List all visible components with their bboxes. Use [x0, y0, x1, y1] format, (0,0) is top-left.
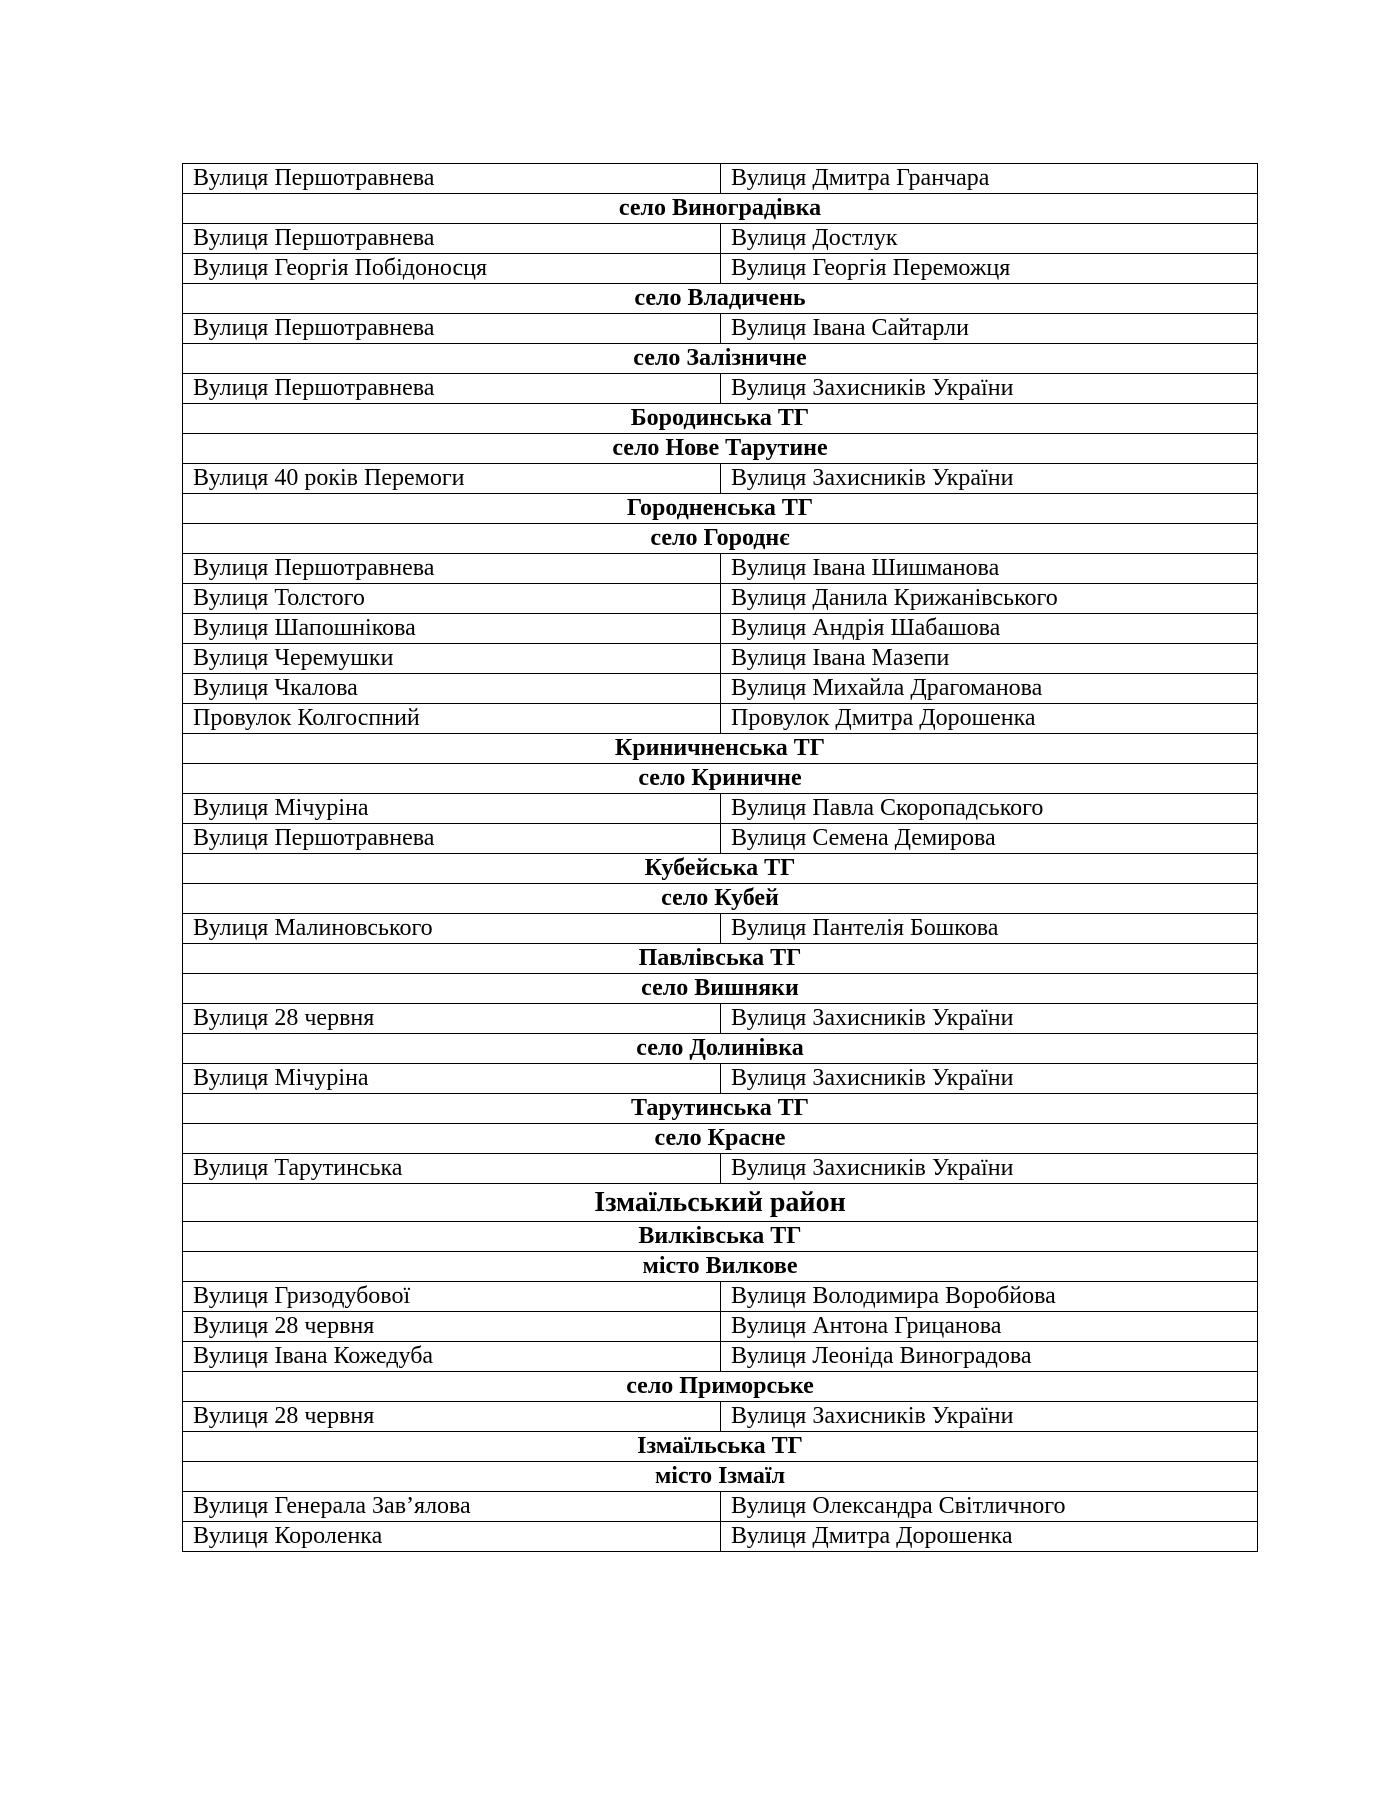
- table-row: [183, 614, 1258, 644]
- old-street-name: Вулиця Мічуріна: [183, 1064, 721, 1094]
- new-street-name: Вулиця Георгія Переможця: [721, 254, 1258, 284]
- old-street-name: Вулиця Першотравнева: [183, 224, 721, 254]
- section-heading: село Городнє: [183, 524, 1258, 554]
- section-heading: Тарутинська ТГ: [183, 1094, 1258, 1124]
- table-row: [183, 314, 1258, 344]
- old-street-name: Вулиця Мічуріна: [183, 794, 721, 824]
- section-heading: Павлівська ТГ: [183, 944, 1258, 974]
- table-row: [183, 644, 1258, 674]
- section-heading: Ізмаїльська ТГ: [183, 1432, 1258, 1462]
- new-street-name: Вулиця Андрія Шабашова: [721, 614, 1258, 644]
- section-heading: село Приморське: [183, 1372, 1258, 1402]
- new-street-name: Вулиця Володимира Воробйова: [721, 1282, 1258, 1312]
- table-row: [183, 584, 1258, 614]
- table-body: [183, 164, 1258, 1552]
- section-heading: село Криничне: [183, 764, 1258, 794]
- section-heading: Вилківська ТГ: [183, 1222, 1258, 1252]
- section-heading-row: [183, 1094, 1258, 1124]
- table-row: [183, 1312, 1258, 1342]
- section-heading-row: [183, 854, 1258, 884]
- new-street-name: Вулиця Семена Демирова: [721, 824, 1258, 854]
- new-street-name: Вулиця Павла Скоропадського: [721, 794, 1258, 824]
- section-heading: село Кубей: [183, 884, 1258, 914]
- old-street-name: Вулиця 28 червня: [183, 1402, 721, 1432]
- new-street-name: Вулиця Олександра Світличного: [721, 1492, 1258, 1522]
- section-heading: місто Ізмаїл: [183, 1462, 1258, 1492]
- section-heading-row: [183, 194, 1258, 224]
- section-heading-row: [183, 764, 1258, 794]
- new-street-name: Вулиця Достлук: [721, 224, 1258, 254]
- table-row: [183, 1282, 1258, 1312]
- new-street-name: Вулиця Антона Грицанова: [721, 1312, 1258, 1342]
- table-row: [183, 374, 1258, 404]
- section-heading: Кубейська ТГ: [183, 854, 1258, 884]
- new-street-name: Вулиця Леоніда Виноградова: [721, 1342, 1258, 1372]
- old-street-name: Вулиця Чкалова: [183, 674, 721, 704]
- table-row: [183, 704, 1258, 734]
- old-street-name: Вулиця Гризодубової: [183, 1282, 721, 1312]
- section-heading: село Красне: [183, 1124, 1258, 1154]
- table-row: [183, 1402, 1258, 1432]
- old-street-name: Вулиця Короленка: [183, 1522, 721, 1552]
- new-street-name: Вулиця Захисників України: [721, 464, 1258, 494]
- section-heading-row: [183, 524, 1258, 554]
- table-row: [183, 1064, 1258, 1094]
- table-row: [183, 464, 1258, 494]
- new-street-name: Вулиця Пантелія Бошкова: [721, 914, 1258, 944]
- new-street-name: Вулиця Захисників України: [721, 1154, 1258, 1184]
- street-renaming-table: [182, 163, 1258, 1552]
- section-heading-row: [183, 344, 1258, 374]
- section-heading: село Виноградівка: [183, 194, 1258, 224]
- new-street-name: Вулиця Івана Мазепи: [721, 644, 1258, 674]
- section-heading-row: [183, 1222, 1258, 1252]
- old-street-name: Вулиця Черемушки: [183, 644, 721, 674]
- old-street-name: Вулиця 28 червня: [183, 1004, 721, 1034]
- new-street-name: Вулиця Михайла Драгоманова: [721, 674, 1258, 704]
- new-street-name: Вулиця Захисників України: [721, 1402, 1258, 1432]
- table-row: [183, 1522, 1258, 1552]
- new-street-name: Вулиця Захисників України: [721, 374, 1258, 404]
- old-street-name: Вулиця Першотравнева: [183, 824, 721, 854]
- new-street-name: Вулиця Захисників України: [721, 1064, 1258, 1094]
- section-heading-row: [183, 1432, 1258, 1462]
- old-street-name: Вулиця Тарутинська: [183, 1154, 721, 1184]
- new-street-name: Вулиця Захисників України: [721, 1004, 1258, 1034]
- section-heading-row: [183, 1462, 1258, 1492]
- old-street-name: Вулиця 40 років Перемоги: [183, 464, 721, 494]
- section-heading-row: [183, 1034, 1258, 1064]
- section-heading-row: [183, 884, 1258, 914]
- table-row: [183, 1492, 1258, 1522]
- section-heading: село Залізничне: [183, 344, 1258, 374]
- old-street-name: Вулиця Генерала Зав’ялова: [183, 1492, 721, 1522]
- section-heading: Бородинська ТГ: [183, 404, 1258, 434]
- section-heading-row: [183, 734, 1258, 764]
- section-heading: село Нове Тарутине: [183, 434, 1258, 464]
- section-heading-row: [183, 1124, 1258, 1154]
- old-street-name: Вулиця Івана Кожедуба: [183, 1342, 721, 1372]
- table-row: [183, 164, 1258, 194]
- table-row: [183, 224, 1258, 254]
- section-heading-row: [183, 434, 1258, 464]
- table-row: [183, 1004, 1258, 1034]
- section-heading-row: [183, 284, 1258, 314]
- section-heading: село Владичень: [183, 284, 1258, 314]
- section-heading-row: [183, 944, 1258, 974]
- section-heading: село Долинівка: [183, 1034, 1258, 1064]
- old-street-name: Вулиця 28 червня: [183, 1312, 721, 1342]
- new-street-name: Вулиця Івана Сайтарли: [721, 314, 1258, 344]
- section-heading: село Вишняки: [183, 974, 1258, 1004]
- section-heading-row: [183, 1372, 1258, 1402]
- old-street-name: Вулиця Першотравнева: [183, 164, 721, 194]
- old-street-name: Вулиця Малиновського: [183, 914, 721, 944]
- old-street-name: Вулиця Першотравнева: [183, 374, 721, 404]
- new-street-name: Провулок Дмитра Дорошенка: [721, 704, 1258, 734]
- old-street-name: Вулиця Толстого: [183, 584, 721, 614]
- section-heading-row: [183, 404, 1258, 434]
- section-heading: місто Вилкове: [183, 1252, 1258, 1282]
- section-heading: Криничненська ТГ: [183, 734, 1258, 764]
- district-heading-row: [183, 1184, 1258, 1222]
- table-row: [183, 554, 1258, 584]
- table-row: [183, 254, 1258, 284]
- table-row: [183, 674, 1258, 704]
- table-row: [183, 1154, 1258, 1184]
- table-row: [183, 1342, 1258, 1372]
- section-heading-row: [183, 1252, 1258, 1282]
- new-street-name: Вулиця Дмитра Гранчара: [721, 164, 1258, 194]
- old-street-name: Вулиця Першотравнева: [183, 314, 721, 344]
- section-heading-row: [183, 494, 1258, 524]
- old-street-name: Вулиця Шапошнікова: [183, 614, 721, 644]
- district-heading: Ізмаїльський район: [183, 1184, 1258, 1222]
- table-row: [183, 914, 1258, 944]
- new-street-name: Вулиця Дмитра Дорошенка: [721, 1522, 1258, 1552]
- old-street-name: Вулиця Першотравнева: [183, 554, 721, 584]
- old-street-name: Провулок Колгоспний: [183, 704, 721, 734]
- new-street-name: Вулиця Данила Крижанівського: [721, 584, 1258, 614]
- new-street-name: Вулиця Івана Шишманова: [721, 554, 1258, 584]
- section-heading: Городненська ТГ: [183, 494, 1258, 524]
- table-row: [183, 824, 1258, 854]
- old-street-name: Вулиця Георгія Побідоносця: [183, 254, 721, 284]
- table-row: [183, 794, 1258, 824]
- section-heading-row: [183, 974, 1258, 1004]
